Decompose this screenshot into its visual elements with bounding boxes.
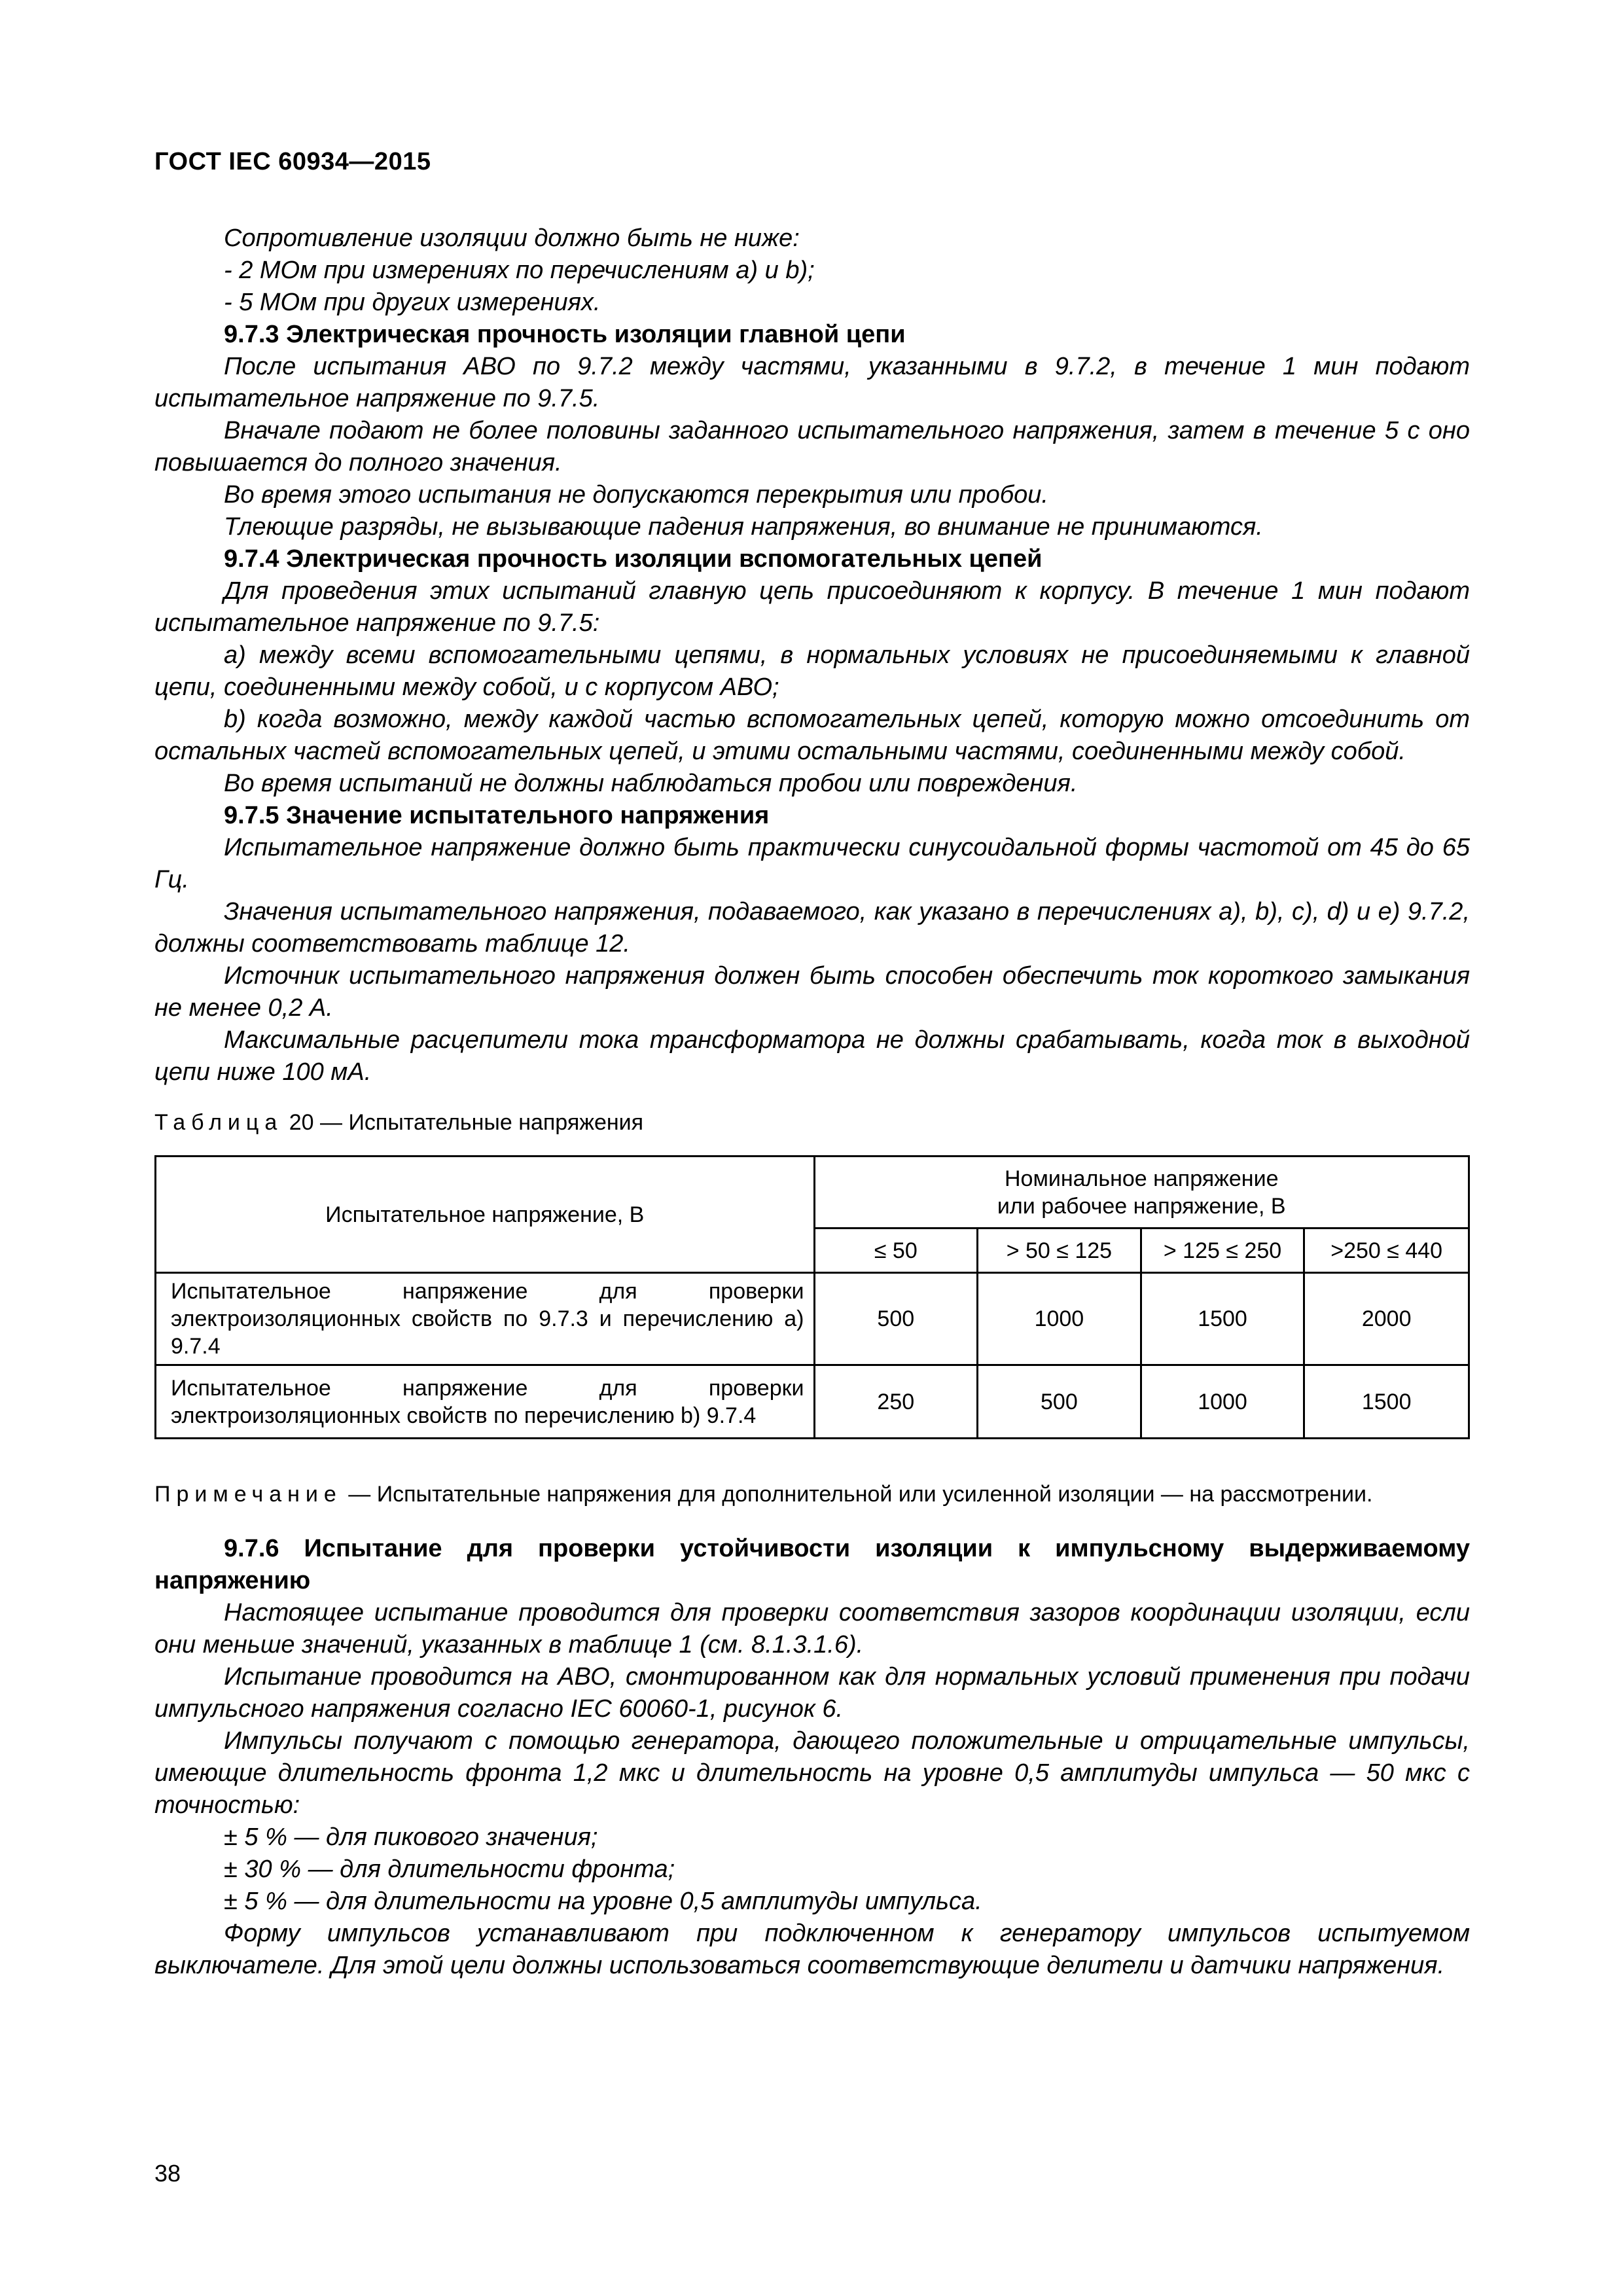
paragraph: Сопротивление изоляции должно быть не ниже: <box>224 224 800 252</box>
paragraph: Испытательное напряжение должно быть практически синусоидальной формы частотой от 45 до 65 Гц. <box>154 834 1470 893</box>
table-row-label: Испытательное напряжение для проверки электроизоляционных свойств по перечислению b) 9.7.4 <box>156 1365 815 1439</box>
table-row-label: Испытательное напряжение для проверки электроизоляционных свойств по 9.7.3 и перечислению а) 9.7.4 <box>156 1273 815 1365</box>
paragraph: Вначале подают не более половины заданного испытательного напряжения, затем в течение 5 с оно повышается до полного значения. <box>154 417 1470 476</box>
table-note <box>154 1480 1470 1509</box>
table-row <box>156 1365 1469 1439</box>
paragraph: Во время испытаний не должны наблюдаться пробои или повреждения. <box>224 770 1078 797</box>
paragraph: Импульсы получают с помощью генератора, дающего положительные и отрицательные импульсы, имеющие длительность фронта 1,2 мкс и длительность на уровне 0,5 амплитуды импульса — 50 мкс с точностью: <box>154 1727 1470 1819</box>
table-cell: 500 <box>978 1365 1141 1439</box>
page-number: 38 <box>154 2160 181 2187</box>
table-cell: 1000 <box>1141 1365 1304 1439</box>
table-column-header: ≤ 50 <box>814 1229 978 1273</box>
paragraph: Тлеющие разряды, не вызывающие падения напряжения, во внимание не принимаются. <box>224 513 1263 541</box>
table-cell: 1500 <box>1304 1365 1469 1439</box>
table-header-test-voltage: Испытательное напряжение, В <box>156 1157 815 1273</box>
table-cell: 250 <box>814 1365 978 1439</box>
paragraph: Форму импульсов устанавливают при подключенном к генератору импульсов испытуемом выключателе. Для этой цели должны использоваться соответствующие делители и датчики напряжения. <box>154 1920 1470 1979</box>
paragraph: a) между всеми вспомогательными цепями, в нормальных условиях не присоединяемыми к главной цепи, соединенными между собой, и с корпусом АВО; <box>154 641 1470 701</box>
section-heading-9-7-3: 9.7.3 Электрическая прочность изоляции главной цепи <box>224 321 906 348</box>
table-cell: 500 <box>814 1273 978 1365</box>
paragraph: Источник испытательного напряжения должен быть способен обеспечить ток короткого замыкания не менее 0,2 А. <box>154 962 1470 1022</box>
paragraph: После испытания АВО по 9.7.2 между частями, указанными в 9.7.2, в течение 1 мин подают испытательное напряжение по 9.7.5. <box>154 353 1470 412</box>
paragraph: Максимальные расцепители тока трансформатора не должны срабатывать, когда ток в выходной цепи ниже 100 мА. <box>154 1026 1470 1086</box>
table-cell: 1000 <box>978 1273 1141 1365</box>
test-voltage-table <box>154 1155 1470 1439</box>
paragraph: Значения испытательного напряжения, подаваемого, как указано в перечислениях а), b), c), d) и e) 9.7.2, должны соответствовать таблице 12. <box>154 898 1470 958</box>
section-heading-9-7-5: 9.7.5 Значение испытательного напряжения <box>224 802 770 829</box>
section-heading-9-7-6: 9.7.6 Испытание для проверки устойчивости изоляции к импульсному выдерживаемому напряжению <box>154 1535 1470 1594</box>
document-body <box>154 223 1470 1982</box>
paragraph: b) когда возможно, между каждой частью вспомогательных цепей, которую можно отсоединить от остальных частей вспомогательных цепей, и этими остальными частями, соединенными между собой. <box>154 706 1470 765</box>
table-caption-label: Таблица <box>154 1110 283 1135</box>
list-item: ± 5 % — для пикового значения; <box>224 1823 598 1851</box>
paragraph: Для проведения этих испытаний главную цепь присоединяют к корпусу. В течение 1 мин подают испытательное напряжение по 9.7.5: <box>154 577 1470 637</box>
list-item: ± 5 % — для длительности на уровне 0,5 амплитуды импульса. <box>224 1888 982 1915</box>
paragraph: Настоящее испытание проводится для проверки соответствия зазоров координации изоляции, если они меньше значений, указанных в таблице 1 (см. 8.1.3.1.6). <box>154 1599 1470 1659</box>
list-item: ± 30 % — для длительности фронта; <box>224 1856 675 1883</box>
table-cell: 2000 <box>1304 1273 1469 1365</box>
table-header-rated-voltage: Номинальное напряжение или рабочее напряжение, В <box>814 1157 1469 1229</box>
table-column-header: > 50 ≤ 125 <box>978 1229 1141 1273</box>
list-item: - 2 МОм при измерениях по перечислениям а) и b); <box>224 257 815 284</box>
table-caption-text: 20 — Испытательные напряжения <box>289 1110 644 1135</box>
paragraph: Во время этого испытания не допускаются перекрытия или пробои. <box>224 481 1048 509</box>
list-item: - 5 МОм при других измерениях. <box>224 289 601 316</box>
section-heading-9-7-4: 9.7.4 Электрическая прочность изоляции вспомогательных цепей <box>224 545 1043 573</box>
paragraph: Испытание проводится на АВО, смонтированном как для нормальных условий применения при подачи импульсного напряжения согласно IEC 60060-1, рисунок 6. <box>154 1663 1470 1723</box>
table-row <box>156 1273 1469 1365</box>
note-text: — Испытательные напряжения для дополнительной или усиленной изоляции — на рассмотрении. <box>342 1482 1373 1507</box>
table-caption <box>154 1108 1470 1137</box>
table-column-header: > 125 ≤ 250 <box>1141 1229 1304 1273</box>
table-cell: 1500 <box>1141 1273 1304 1365</box>
document-header: ГОСТ IEC 60934—2015 <box>154 148 431 175</box>
table-column-header: >250 ≤ 440 <box>1304 1229 1469 1273</box>
note-label: Примечание <box>154 1482 342 1507</box>
